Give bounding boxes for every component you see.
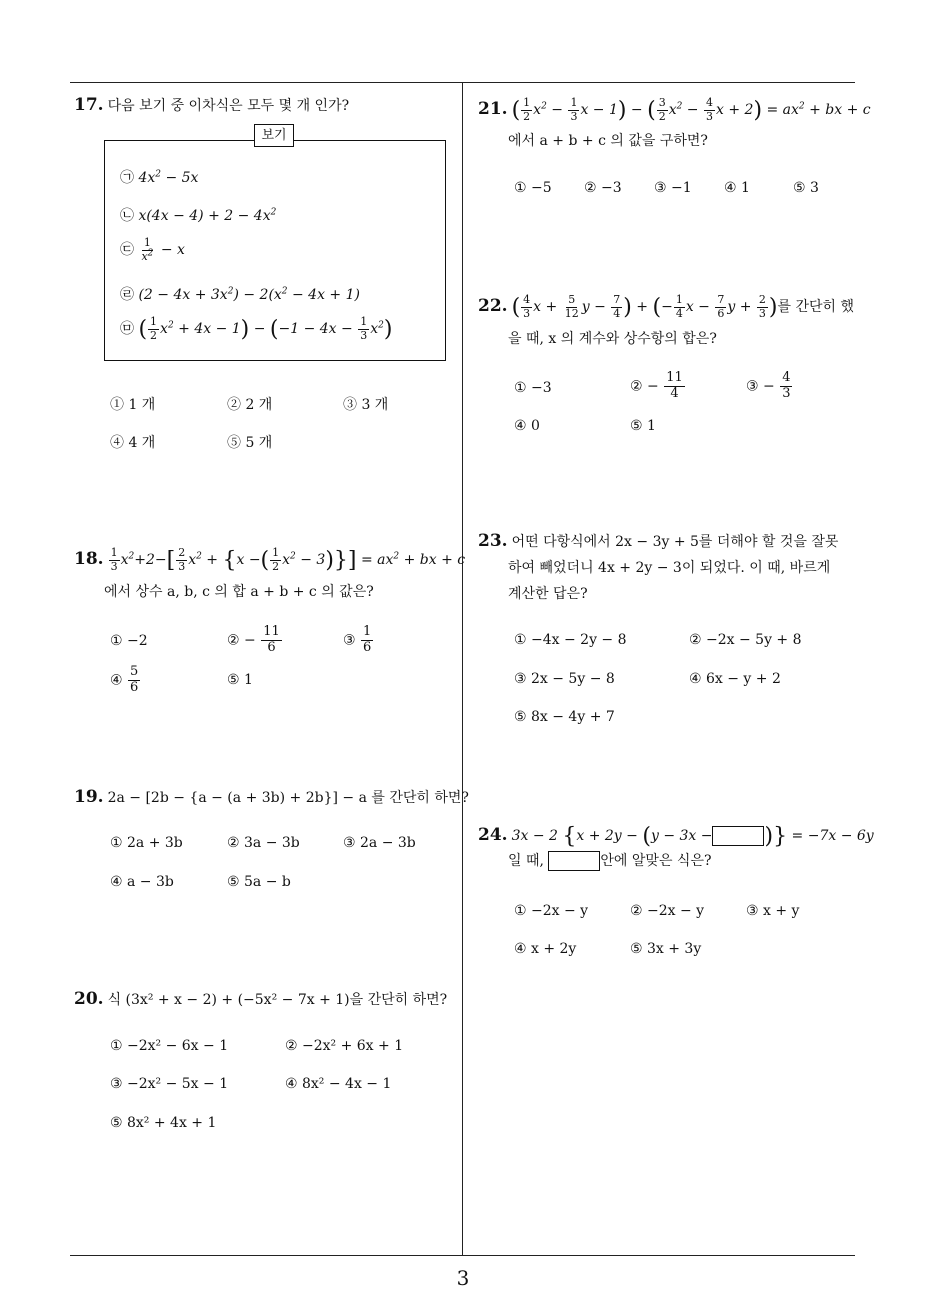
question-number: 19. [74,787,104,807]
choice-2[interactable]: ② − $\frac{11}{6}$ [227,624,280,655]
choice-4[interactable]: ④ a − 3b [110,874,174,890]
bogi-item-2: ㉡ $x(4x - 4) + 2 - 4x^2$ [120,207,277,224]
choice-2[interactable]: ② 2 개 [227,397,273,413]
bogi-title: 보기 [254,124,294,147]
choice-3[interactable]: ③ −2x² − 5x − 1 [110,1076,229,1092]
question-number: 21. [478,99,508,119]
choice-2[interactable]: ② −2x − 5y + 8 [689,632,802,648]
choice-1[interactable]: ① −3 [514,380,552,396]
choice-1[interactable]: ① −4x − 2y − 8 [514,632,627,648]
answer-blank [548,851,600,871]
bogi-item-4: ㉣ $(2 - 4x + 3x^2) - 2(x^2 - 4x + 1)$ [120,286,360,303]
question-line3: 계산한 답은? [508,586,588,602]
choice-1[interactable]: ① −2x − y [514,903,589,919]
question-number: 17. [74,95,104,115]
choice-2[interactable]: ② −2x − y [630,903,705,919]
choice-4[interactable]: ④ 8x² − 4x − 1 [285,1076,392,1092]
question-21-line2: 에서 a + b + c 의 값을 구하면? [508,133,708,149]
question-17 [74,91,349,120]
question-text: 일 때, [508,853,544,869]
question-number: 20. [74,989,104,1009]
question-22: 22. ( $\frac{4}{3}$ x + $\frac{5}{12}$ y − $\frac{7}{4}$ ) + (− $\frac{1}{4}$ x − $\frac{7}{6}$ y + $\frac{2}{3}$ )를 간단히 했 [478,292,855,320]
question-18: 18. $\frac{1}{3}$ $x^2+2-$[ $\frac{2}{3}$ $x^2 + \{x$ −( $\frac{1}{2}$ $x^2 - 3)\}] = ax^2$ + bx + c [74,545,466,573]
choice-5[interactable]: ⑤ 5 개 [227,435,273,451]
choice-5[interactable]: ⑤ 5a − b [227,874,291,890]
choice-5[interactable]: ⑤ 1 [227,672,253,688]
choice-3[interactable]: ③ x + y [746,903,800,919]
question-18-line2: 에서 상수 a, b, c 의 합 a + b + c 의 값은? [104,584,374,600]
choice-3[interactable]: ③ 2a − 3b [343,835,416,851]
choice-3[interactable]: ③ 3 개 [343,397,389,413]
choice-2[interactable]: ② −3 [584,180,622,196]
question-21: 21. ( $\frac{1}{2}$ $x^2$ − $\frac{1}{3}$ x − 1) − ( $\frac{3}{2}$ $x^2$ − $\frac{4}{3}$ $x + 2) = ax^2$ + bx + c [478,95,871,123]
question-number: 22. [478,296,508,316]
question-line1: 어떤 다항식에서 2x − 3y + 5를 더해야 할 것을 잘못 [511,534,839,550]
choice-5[interactable]: ⑤ 8x² + 4x + 1 [110,1115,217,1131]
question-text: 다음 보기 중 이차식은 모두 몇 개 인가? [107,98,350,114]
choice-5[interactable]: ⑤ 3 [793,180,819,196]
choice-1[interactable]: ① −2x² − 6x − 1 [110,1038,229,1054]
choice-4[interactable]: ④ 1 [724,180,750,196]
question-number: 18. [74,549,104,569]
choice-3[interactable]: ③ 2x − 5y − 8 [514,671,615,687]
choice-4[interactable]: ④ 4 개 [110,435,156,451]
answer-blank [712,826,764,846]
column-divider [462,82,463,1256]
choice-1[interactable]: ① 2a + 3b [110,835,183,851]
question-number: 23. [478,531,508,551]
choice-1[interactable]: ① 1 개 [110,397,156,413]
choice-4[interactable]: ④ 0 [514,418,540,434]
question-text: 2a − [2b − {a − (a + 3b) + 2b}] − a 를 간단히 하면? [107,790,469,806]
bogi-item-1: ㉠ $4x^2 - 5x$ [120,169,199,186]
question-number: 24. [478,825,508,845]
choice-3[interactable]: ③ −1 [654,180,692,196]
question-text: 식 (3x² + x − 2) + (−5x² − 7x + 1)을 간단히 하면? [107,992,448,1008]
question-20 [74,985,447,1014]
choice-1[interactable]: ① −5 [514,180,552,196]
question-line2: 하여 빼었더니 4x + 2y − 3이 되었다. 이 때, 바르게 [508,560,831,576]
choice-5[interactable]: ⑤ 1 [630,418,656,434]
page-number: 3 [456,1266,470,1290]
choice-4[interactable]: ④ $\frac{5}{6}$ [110,664,139,695]
bogi-item-5: ㉤ ( $\frac{1}{2}$ $x^2 + 4x - 1) - (-1 - 4x$ − $\frac{1}{3}$ $x^2$) [120,315,393,343]
question-19 [74,783,469,812]
question-text: 안에 알맞은 식은? [600,853,712,869]
choice-5[interactable]: ⑤ 3x + 3y [630,941,702,957]
choice-4[interactable]: ④ 6x − y + 2 [689,671,781,687]
choice-2[interactable]: ② 3a − 3b [227,835,300,851]
choice-2[interactable]: ② − $\frac{11}{4}$ [630,370,683,401]
question-24-line2 [508,850,711,874]
choice-5[interactable]: ⑤ 8x − 4y + 7 [514,709,615,725]
choice-2[interactable]: ② −2x² + 6x + 1 [285,1038,404,1054]
choice-3[interactable]: ③ $\frac{1}{6}$ [343,624,372,655]
choice-1[interactable]: ① −2 [110,633,148,649]
choice-3[interactable]: ③ − $\frac{4}{3}$ [746,370,791,401]
question-text: 를 간단히 했 [777,299,855,315]
bogi-item-3: ㉢ $\frac{1}{x^2}$ − x [120,236,185,263]
choice-4[interactable]: ④ x + 2y [514,941,577,957]
question-22-line2: 을 때, x 의 계수와 상수항의 합은? [508,331,717,347]
question-24: 24. 3x − 2 {x + 2y − (y − 3x − )} = −7x − 6y [478,824,874,849]
question-23 [478,528,838,607]
